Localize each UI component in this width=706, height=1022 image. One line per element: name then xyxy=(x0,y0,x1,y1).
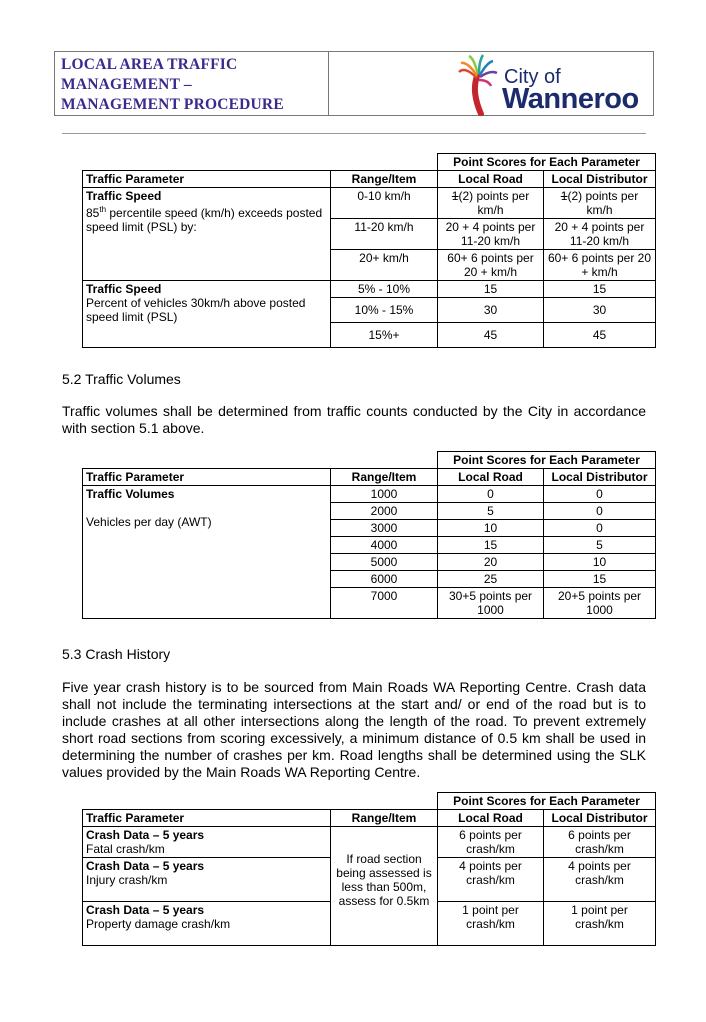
dist-cell xyxy=(544,188,656,219)
traffic-volumes-table xyxy=(82,451,656,619)
range-cell: 15%+ xyxy=(331,323,438,348)
col-header-param: Traffic Parameter xyxy=(83,469,331,486)
local-cell: 45 xyxy=(438,323,544,348)
range-cell: 4000 xyxy=(331,537,438,554)
local-cell: 0 xyxy=(438,486,544,503)
section-body-crash-history: Five year crash history is to be sourced from Main Roads WA Reporting Centre. Crash data shall not include the terminating intersections at the start and/ or end of the road but is to include crashes at all other intersections along the length of the road. To prevent extremely short road sections from scoring excessively, a minimum distance of 0.5 km shall be used in determining the number of crashes per km. Road lengths shall be determined using the SLK values provided by the Main Roads WA Reporting Centre. xyxy=(62,679,646,780)
dist-cell: 0 xyxy=(544,486,656,503)
col-header-local: Local Road xyxy=(438,171,544,188)
title-line-3: MANAGEMENT PROCEDURE xyxy=(61,96,284,113)
crash-title: Crash Data – 5 years xyxy=(86,859,205,873)
dist-cell: 10 xyxy=(544,554,656,571)
dist-cell: 20+5 points per 1000 xyxy=(544,588,656,619)
dist-cell: 5 xyxy=(544,537,656,554)
speed-title: Traffic Speed xyxy=(86,189,162,203)
table-row xyxy=(83,452,656,469)
col-header-range: Range/Item xyxy=(331,810,438,827)
table-header-row xyxy=(83,469,656,486)
col-header-range: Range/Item xyxy=(331,469,438,486)
crash-title: Crash Data – 5 years xyxy=(86,828,205,842)
struck-value: 1 xyxy=(451,189,459,203)
col-header-local: Local Road xyxy=(438,469,544,486)
local-cell: 30 xyxy=(438,298,544,323)
local-cell xyxy=(438,188,544,219)
logo-city-text: City of xyxy=(504,66,561,88)
traffic-speed-table xyxy=(82,153,656,348)
dist-cell: 4 points per crash/km xyxy=(544,858,656,902)
table-header-row xyxy=(83,171,656,188)
speed-desc: percentile speed (km/h) exceeds posted speed limit (PSL) by: xyxy=(86,206,323,234)
col-header-local: Local Road xyxy=(438,810,544,827)
dist-value: (2) points per km/h xyxy=(567,189,639,217)
local-cell: 6 points per crash/km xyxy=(438,827,544,858)
logo-name-text: Wanneroo xyxy=(502,83,639,115)
crash-desc: Fatal crash/km xyxy=(86,842,165,856)
volumes-param-cell xyxy=(83,486,331,619)
col-header-param: Traffic Parameter xyxy=(83,171,331,188)
range-note-cell: If road section being assessed is less than 500m, assess for 0.5km xyxy=(331,827,438,946)
table-row xyxy=(83,486,656,503)
speed-desc-sup: th xyxy=(99,205,107,214)
crash-param-cell xyxy=(83,827,331,858)
dist-cell: 0 xyxy=(544,520,656,537)
table-row xyxy=(83,827,656,858)
volumes-desc: Vehicles per day (AWT) xyxy=(86,515,212,529)
table-row xyxy=(83,154,656,171)
section-body-traffic-volumes: Traffic volumes shall be determined from traffic counts conducted by the City in accordance with section 5.1 above. xyxy=(62,403,646,436)
dist-cell: 60+ 6 points per 20 + km/h xyxy=(544,250,656,281)
local-value: (2) points per km/h xyxy=(458,189,530,217)
crash-data-table xyxy=(82,792,656,946)
table-header-row xyxy=(83,810,656,827)
crash-title: Crash Data – 5 years xyxy=(86,903,205,917)
range-cell: 11-20 km/h xyxy=(331,219,438,250)
pct-desc: Percent of vehicles 30km/h above posted speed limit (PSL) xyxy=(86,296,306,324)
col-header-range: Range/Item xyxy=(331,171,438,188)
local-cell: 5 xyxy=(438,503,544,520)
local-cell: 15 xyxy=(438,537,544,554)
header-divider xyxy=(62,133,646,134)
local-cell: 20 + 4 points per 11-20 km/h xyxy=(438,219,544,250)
title-line-2: MANAGEMENT – xyxy=(61,76,192,93)
dist-cell: 15 xyxy=(544,281,656,298)
table-row xyxy=(83,188,656,219)
col-header-dist: Local Distributor xyxy=(544,171,656,188)
range-cell: 20+ km/h xyxy=(331,250,438,281)
range-cell: 10% - 15% xyxy=(331,298,438,323)
col-header-dist: Local Distributor xyxy=(544,469,656,486)
range-cell: 2000 xyxy=(331,503,438,520)
section-heading-crash-history: 5.3 Crash History xyxy=(62,646,171,662)
dist-cell: 30 xyxy=(544,298,656,323)
local-cell: 20 xyxy=(438,554,544,571)
title-line-1: LOCAL AREA TRAFFIC xyxy=(61,56,238,73)
dist-cell: 45 xyxy=(544,323,656,348)
dist-cell: 20 + 4 points per 11-20 km/h xyxy=(544,219,656,250)
col-header-dist: Local Distributor xyxy=(544,810,656,827)
local-cell: 30+5 points per 1000 xyxy=(438,588,544,619)
pct-param-cell xyxy=(83,281,331,348)
group-header: Point Scores for Each Parameter xyxy=(438,793,656,810)
crash-desc: Property damage crash/km xyxy=(86,917,231,931)
dist-cell: 0 xyxy=(544,503,656,520)
range-cell: 3000 xyxy=(331,520,438,537)
crash-desc: Injury crash/km xyxy=(86,873,168,887)
struck-value: 1 xyxy=(560,189,568,203)
dist-cell: 15 xyxy=(544,571,656,588)
document-title xyxy=(55,52,329,115)
local-cell: 4 points per crash/km xyxy=(438,858,544,902)
range-cell: 1000 xyxy=(331,486,438,503)
document-header xyxy=(54,51,654,116)
range-cell: 6000 xyxy=(331,571,438,588)
dist-cell: 1 point per crash/km xyxy=(544,902,656,946)
table-row xyxy=(83,281,656,298)
range-cell: 5000 xyxy=(331,554,438,571)
pct-title: Traffic Speed xyxy=(86,282,162,296)
local-cell: 15 xyxy=(438,281,544,298)
speed-desc-pre: 85 xyxy=(86,206,100,220)
table-row xyxy=(83,793,656,810)
group-header: Point Scores for Each Parameter xyxy=(438,452,656,469)
city-logo xyxy=(329,52,653,115)
local-cell: 60+ 6 points per 20 + km/h xyxy=(438,250,544,281)
wanneroo-logo-icon xyxy=(457,52,505,116)
local-cell: 1 point per crash/km xyxy=(438,902,544,946)
dist-cell: 6 points per crash/km xyxy=(544,827,656,858)
group-header: Point Scores for Each Parameter xyxy=(438,154,656,171)
range-cell: 5% - 10% xyxy=(331,281,438,298)
section-heading-traffic-volumes: 5.2 Traffic Volumes xyxy=(62,371,181,387)
range-cell: 0-10 km/h xyxy=(331,188,438,219)
local-cell: 10 xyxy=(438,520,544,537)
speed-param-cell xyxy=(83,188,331,281)
col-header-param: Traffic Parameter xyxy=(83,810,331,827)
range-cell: 7000 xyxy=(331,588,438,619)
local-cell: 25 xyxy=(438,571,544,588)
crash-param-cell xyxy=(83,902,331,946)
volumes-title: Traffic Volumes xyxy=(86,487,175,501)
crash-param-cell xyxy=(83,858,331,902)
